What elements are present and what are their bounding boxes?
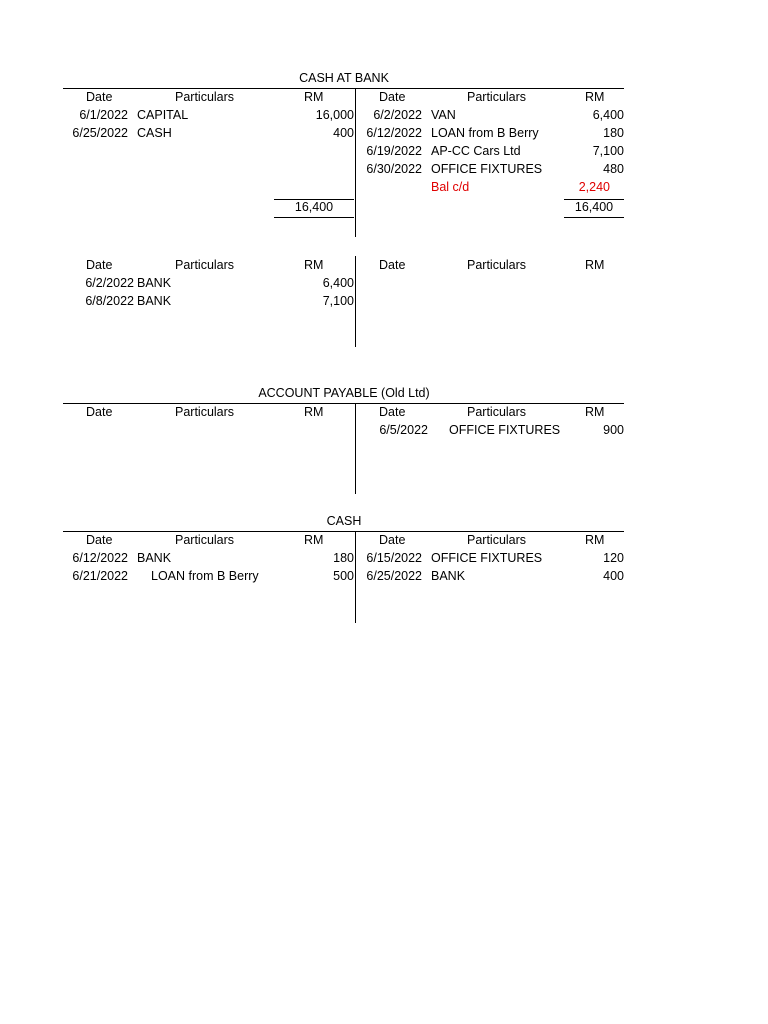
entry-amount: 6,400 [322, 276, 354, 290]
date-header: Date [86, 90, 113, 104]
particulars-header: Particulars [467, 90, 527, 104]
entry-particulars: BANK [137, 294, 172, 308]
t-divider [355, 531, 356, 623]
entry-particulars: LOAN from B Berry [151, 569, 259, 583]
date-header: Date [379, 258, 406, 272]
entry-amount: 180 [603, 126, 624, 140]
rm-header: RM [304, 405, 324, 419]
particulars-header: Particulars [467, 258, 527, 272]
debit-total: 16,400 [294, 200, 334, 214]
entry-date: 6/2/2022 [373, 108, 422, 122]
rm-header: RM [304, 90, 324, 104]
particulars-header: Particulars [175, 258, 235, 272]
particulars-header: Particulars [175, 405, 235, 419]
entry-particulars: BANK [431, 569, 466, 583]
entry-particulars: AP-CC Cars Ltd [431, 144, 521, 158]
entry-amount: 500 [333, 569, 354, 583]
entry-amount: 120 [603, 551, 624, 565]
entry-amount: 7,100 [592, 144, 624, 158]
date-header: Date [86, 258, 113, 272]
entry-date: 6/5/2022 [379, 423, 428, 437]
entry-particulars: OFFICE FIXTURES [431, 551, 543, 565]
entry-date: 6/25/2022 [72, 126, 128, 140]
entry-amount: 180 [333, 551, 354, 565]
entry-particulars: VAN [431, 108, 456, 122]
credit-total: 16,400 [574, 200, 614, 214]
date-header: Date [379, 533, 406, 547]
account-title: ACCOUNT PAYABLE (Old Ltd) [258, 386, 430, 400]
date-header: Date [379, 405, 406, 419]
rm-header: RM [585, 90, 605, 104]
entry-amount: 6,400 [592, 108, 624, 122]
t-divider [355, 88, 356, 237]
rm-header: RM [585, 533, 605, 547]
entry-particulars: BANK [137, 551, 172, 565]
entry-particulars: OFFICE FIXTURES [449, 423, 561, 437]
particulars-header: Particulars [175, 533, 235, 547]
entry-date: 6/30/2022 [366, 162, 422, 176]
rm-header: RM [585, 405, 605, 419]
rm-header: RM [304, 533, 324, 547]
entry-date: 6/15/2022 [366, 551, 422, 565]
entry-date: 6/12/2022 [366, 126, 422, 140]
entry-date: 6/19/2022 [366, 144, 422, 158]
entry-date: 6/2/2022 [85, 276, 134, 290]
entry-particulars: OFFICE FIXTURES [431, 162, 543, 176]
entry-date: 6/12/2022 [72, 551, 128, 565]
entry-particulars: BANK [137, 276, 172, 290]
entry-amount: 16,000 [315, 108, 354, 122]
entry-amount: 400 [603, 569, 624, 583]
rm-header: RM [585, 258, 605, 272]
balance-amount: 2,240 [578, 180, 610, 194]
date-header: Date [379, 90, 406, 104]
entry-particulars: CASH [137, 126, 172, 140]
entry-particulars: LOAN from B Berry [431, 126, 539, 140]
entry-date: 6/25/2022 [366, 569, 422, 583]
t-divider [355, 403, 356, 494]
rm-header: RM [304, 258, 324, 272]
account-title: CASH AT BANK [299, 71, 389, 85]
header-rule [63, 403, 624, 404]
account-title: CASH [326, 514, 362, 528]
total-double-rule [564, 217, 624, 218]
date-header: Date [86, 405, 113, 419]
entry-amount: 400 [333, 126, 354, 140]
header-rule [63, 531, 624, 532]
entry-particulars: CAPITAL [137, 108, 189, 122]
entry-amount: 7,100 [322, 294, 354, 308]
entry-date: 6/8/2022 [85, 294, 134, 308]
balance-label: Bal c/d [431, 180, 470, 194]
particulars-header: Particulars [467, 533, 527, 547]
entry-amount: 900 [603, 423, 624, 437]
entry-date: 6/21/2022 [72, 569, 128, 583]
total-double-rule [274, 217, 354, 218]
t-divider [355, 256, 356, 347]
header-rule [63, 88, 624, 89]
entry-amount: 480 [603, 162, 624, 176]
particulars-header: Particulars [175, 90, 235, 104]
entry-date: 6/1/2022 [79, 108, 128, 122]
particulars-header: Particulars [467, 405, 527, 419]
date-header: Date [86, 533, 113, 547]
